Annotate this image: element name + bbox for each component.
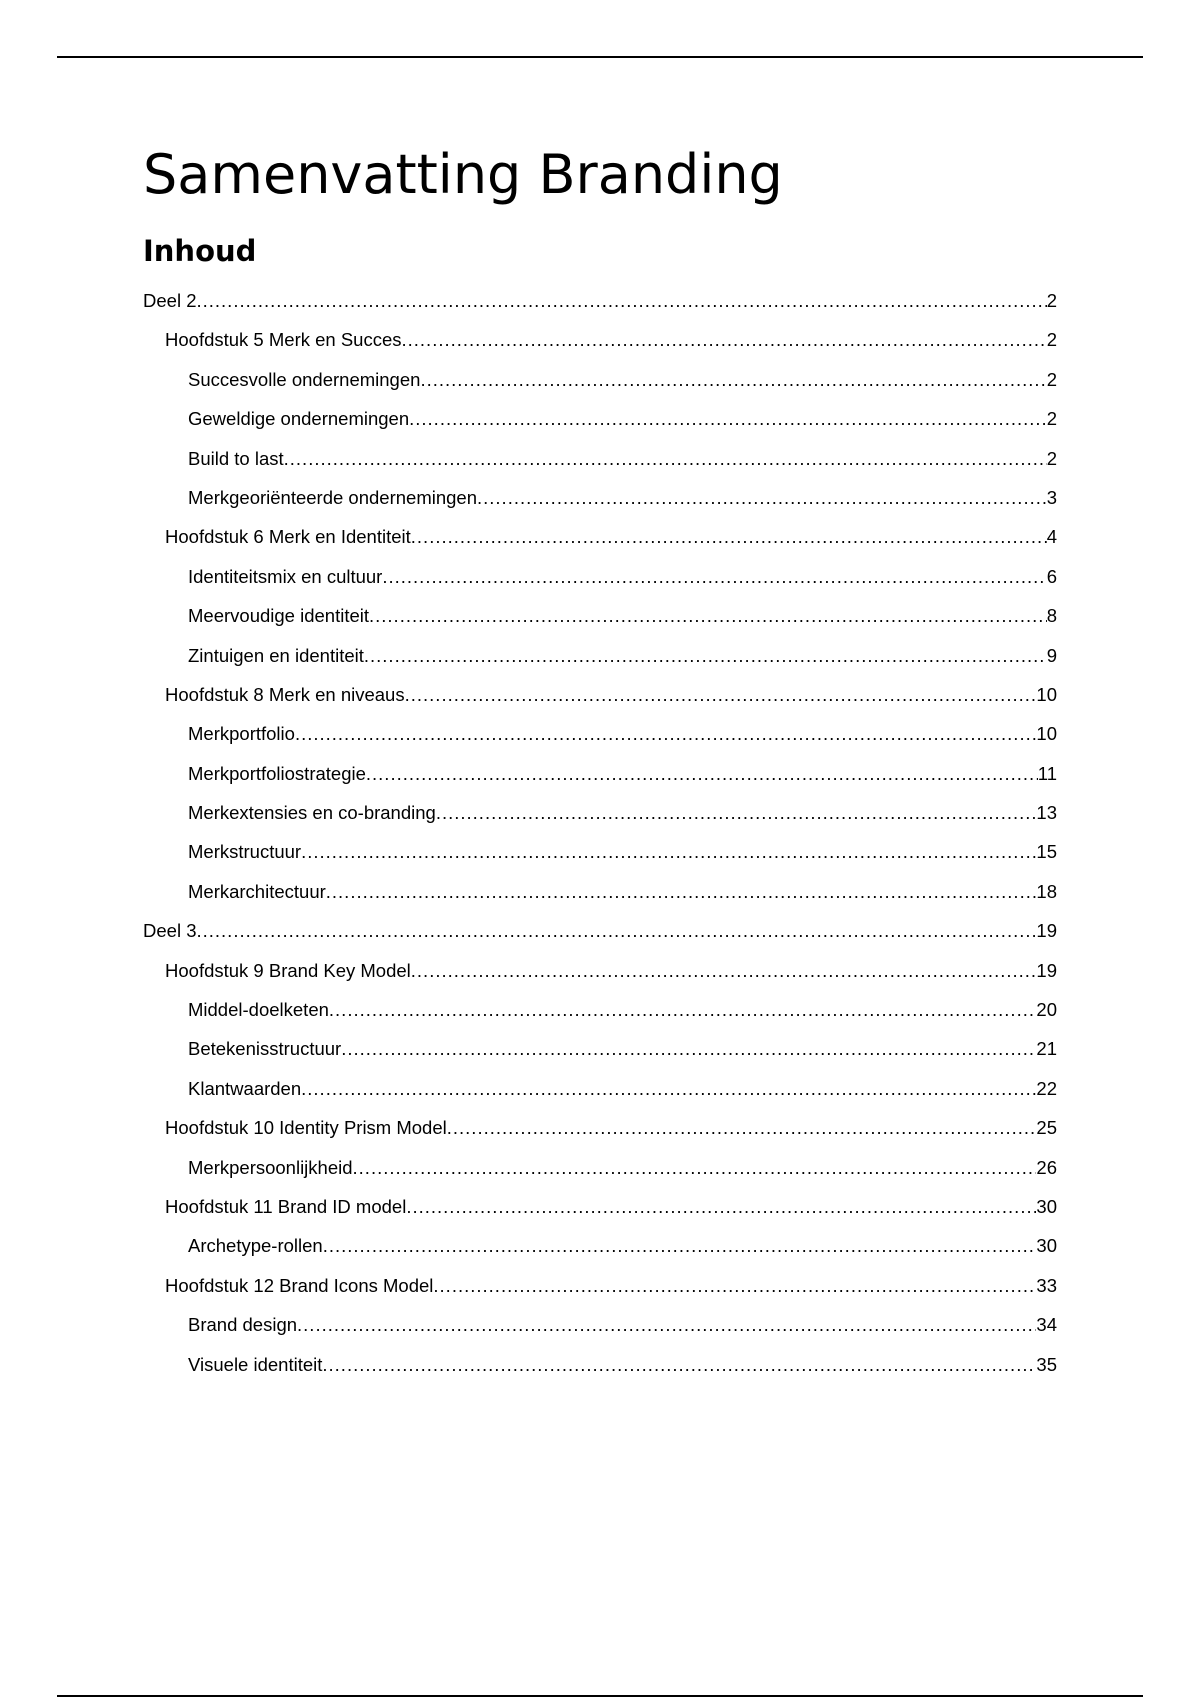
- toc-entry[interactable]: [143, 676, 1057, 715]
- toc-dot-leader: [196, 912, 1036, 950]
- toc-dot-leader: [284, 440, 1047, 478]
- toc-dot-leader: [329, 991, 1037, 1029]
- toc-entry-label[interactable]: Brand design: [188, 1314, 298, 1336]
- toc-entry[interactable]: [143, 1030, 1057, 1069]
- toc-dot-leader: [196, 282, 1046, 320]
- toc-entry-page-number[interactable]: 8: [1046, 605, 1057, 627]
- toc-entry-label[interactable]: Hoofdstuk 9 Brand Key Model: [165, 959, 411, 981]
- toc-heading: Inhoud: [143, 234, 257, 268]
- toc-dot-leader: [411, 518, 1047, 556]
- toc-dot-leader: [477, 479, 1047, 517]
- toc-entry-label[interactable]: Hoofdstuk 6 Merk en Identiteit: [165, 526, 411, 548]
- toc-entry-label[interactable]: Deel 2: [143, 290, 197, 311]
- toc-entry[interactable]: [143, 479, 1057, 518]
- footer-rule: [57, 1695, 1143, 1697]
- toc-entry-label[interactable]: Build to last: [188, 447, 284, 469]
- toc-entry-page-number[interactable]: 21: [1036, 1038, 1057, 1060]
- toc-entry[interactable]: [143, 361, 1057, 400]
- toc-entry-page-number[interactable]: 2: [1046, 447, 1057, 469]
- toc-entry[interactable]: [143, 400, 1057, 439]
- toc-entry[interactable]: [143, 558, 1057, 597]
- toc-entry-page-number[interactable]: 18: [1036, 880, 1057, 902]
- toc-entry-label[interactable]: Merkgeoriënteerde ondernemingen: [188, 486, 477, 508]
- toc-entry-label[interactable]: Merkpersoonlijkheid: [188, 1156, 353, 1178]
- toc-entry-label[interactable]: Hoofdstuk 11 Brand ID model: [165, 1195, 407, 1217]
- toc-entry[interactable]: [143, 715, 1057, 754]
- toc-entry-page-number[interactable]: 2: [1046, 368, 1057, 390]
- toc-entry-page-number[interactable]: 13: [1036, 802, 1057, 824]
- toc-entry-page-number[interactable]: 19: [1036, 959, 1057, 981]
- toc-entry[interactable]: [143, 755, 1057, 794]
- toc-dot-leader: [326, 873, 1037, 911]
- toc-dot-leader: [341, 1030, 1036, 1068]
- toc-entry-page-number[interactable]: 15: [1036, 841, 1057, 863]
- toc-entry-page-number[interactable]: 33: [1036, 1274, 1057, 1296]
- toc-entry[interactable]: [143, 1149, 1057, 1188]
- toc-entry-page-number[interactable]: 2: [1046, 329, 1057, 351]
- toc-dot-leader: [323, 1227, 1037, 1265]
- toc-dot-leader: [411, 952, 1037, 990]
- toc-entry[interactable]: [143, 1070, 1057, 1109]
- toc-entry-page-number[interactable]: 4: [1046, 526, 1057, 548]
- toc-dot-leader: [353, 1149, 1037, 1187]
- toc-entry-label[interactable]: Meervoudige identiteit: [188, 605, 369, 627]
- toc-entry-page-number[interactable]: 6: [1046, 565, 1057, 587]
- toc-entry[interactable]: [143, 794, 1057, 833]
- toc-entry-label[interactable]: Zintuigen en identiteit: [188, 644, 364, 666]
- toc-entry-page-number[interactable]: 3: [1046, 486, 1057, 508]
- toc-entry-page-number[interactable]: 20: [1036, 999, 1057, 1021]
- toc-entry-label[interactable]: Geweldige ondernemingen: [188, 408, 410, 430]
- toc-entry-page-number[interactable]: 35: [1036, 1353, 1057, 1375]
- toc-entry[interactable]: [143, 597, 1057, 636]
- toc-entry-label[interactable]: Merkportfolio: [188, 723, 295, 745]
- toc-dot-leader: [369, 597, 1047, 635]
- toc-entry-label[interactable]: Hoofdstuk 5 Merk en Succes: [165, 329, 402, 351]
- toc-entry[interactable]: [143, 282, 1057, 321]
- toc-dot-leader: [402, 321, 1047, 359]
- toc-entry-page-number[interactable]: 2: [1046, 290, 1057, 311]
- toc-entry-page-number[interactable]: 22: [1036, 1077, 1057, 1099]
- toc-dot-leader: [420, 361, 1046, 399]
- toc-entry-label[interactable]: Hoofdstuk 12 Brand Icons Model: [165, 1274, 434, 1296]
- toc-dot-leader: [297, 1306, 1036, 1344]
- toc-entry-page-number[interactable]: 11: [1037, 762, 1057, 784]
- toc-entry[interactable]: [143, 321, 1057, 360]
- header-rule: [57, 56, 1143, 58]
- toc-entry-page-number[interactable]: 26: [1036, 1156, 1057, 1178]
- toc-entry[interactable]: [143, 1306, 1057, 1345]
- toc-entry-page-number[interactable]: 9: [1046, 644, 1057, 666]
- toc-entry[interactable]: [143, 1109, 1057, 1148]
- toc-dot-leader: [382, 558, 1046, 596]
- toc-entry-label[interactable]: Merkportfoliostrategie: [188, 762, 366, 784]
- toc-entry[interactable]: [143, 912, 1057, 951]
- toc-entry-page-number[interactable]: 10: [1036, 683, 1057, 705]
- toc-entry[interactable]: [143, 440, 1057, 479]
- toc-entry-label[interactable]: Hoofdstuk 8 Merk en niveaus: [165, 683, 405, 705]
- toc-entry-label[interactable]: Klantwaarden: [188, 1077, 302, 1099]
- toc-dot-leader: [301, 1070, 1036, 1108]
- toc-entry-page-number[interactable]: 25: [1036, 1117, 1057, 1139]
- toc-entry-label[interactable]: Deel 3: [143, 920, 197, 942]
- toc-entry-label[interactable]: Merkarchitectuur: [188, 880, 326, 902]
- toc-entry-label[interactable]: Identiteitsmix en cultuur: [188, 565, 383, 587]
- toc-entry-label[interactable]: Succesvolle ondernemingen: [188, 368, 421, 390]
- toc-entry-page-number[interactable]: 2: [1046, 408, 1057, 430]
- toc-entry-label[interactable]: Hoofdstuk 10 Identity Prism Model: [165, 1117, 447, 1139]
- toc-entry[interactable]: [143, 1227, 1057, 1266]
- document-title: Samenvatting Branding: [143, 143, 783, 206]
- toc-entry-label[interactable]: Merkstructuur: [188, 841, 302, 863]
- toc-entry[interactable]: [143, 1188, 1057, 1227]
- toc-entry-page-number[interactable]: 30: [1036, 1195, 1057, 1217]
- table-of-contents: [143, 282, 1057, 1385]
- toc-entry[interactable]: [143, 1267, 1057, 1306]
- toc-dot-leader: [409, 400, 1047, 438]
- toc-dot-leader: [364, 637, 1047, 675]
- toc-entry-page-number[interactable]: 34: [1036, 1314, 1057, 1336]
- toc-dot-leader: [406, 1188, 1036, 1226]
- toc-dot-leader: [436, 794, 1037, 832]
- toc-dot-leader: [322, 1346, 1036, 1384]
- toc-dot-leader: [447, 1109, 1037, 1147]
- toc-entry-label[interactable]: Visuele identiteit: [188, 1353, 323, 1375]
- toc-entry-label[interactable]: Archetype-rollen: [188, 1235, 323, 1257]
- toc-dot-leader: [366, 755, 1038, 793]
- toc-entry[interactable]: [143, 637, 1057, 676]
- toc-entry[interactable]: [143, 991, 1057, 1030]
- toc-entry-page-number[interactable]: 10: [1036, 723, 1057, 745]
- toc-entry-label[interactable]: Middel-doelketen: [188, 999, 329, 1021]
- toc-entry[interactable]: [143, 833, 1057, 872]
- toc-entry[interactable]: [143, 1346, 1057, 1385]
- toc-dot-leader: [405, 676, 1037, 714]
- toc-entry[interactable]: [143, 873, 1057, 912]
- toc-entry[interactable]: [143, 952, 1057, 991]
- toc-entry-label[interactable]: Betekenisstructuur: [188, 1038, 342, 1060]
- toc-entry-label[interactable]: Merkextensies en co-branding: [188, 802, 436, 824]
- toc-dot-leader: [301, 833, 1036, 871]
- toc-dot-leader: [295, 715, 1036, 753]
- toc-dot-leader: [433, 1267, 1036, 1305]
- toc-entry-page-number[interactable]: 30: [1036, 1235, 1057, 1257]
- toc-entry-page-number[interactable]: 19: [1036, 920, 1057, 942]
- toc-entry[interactable]: [143, 518, 1057, 557]
